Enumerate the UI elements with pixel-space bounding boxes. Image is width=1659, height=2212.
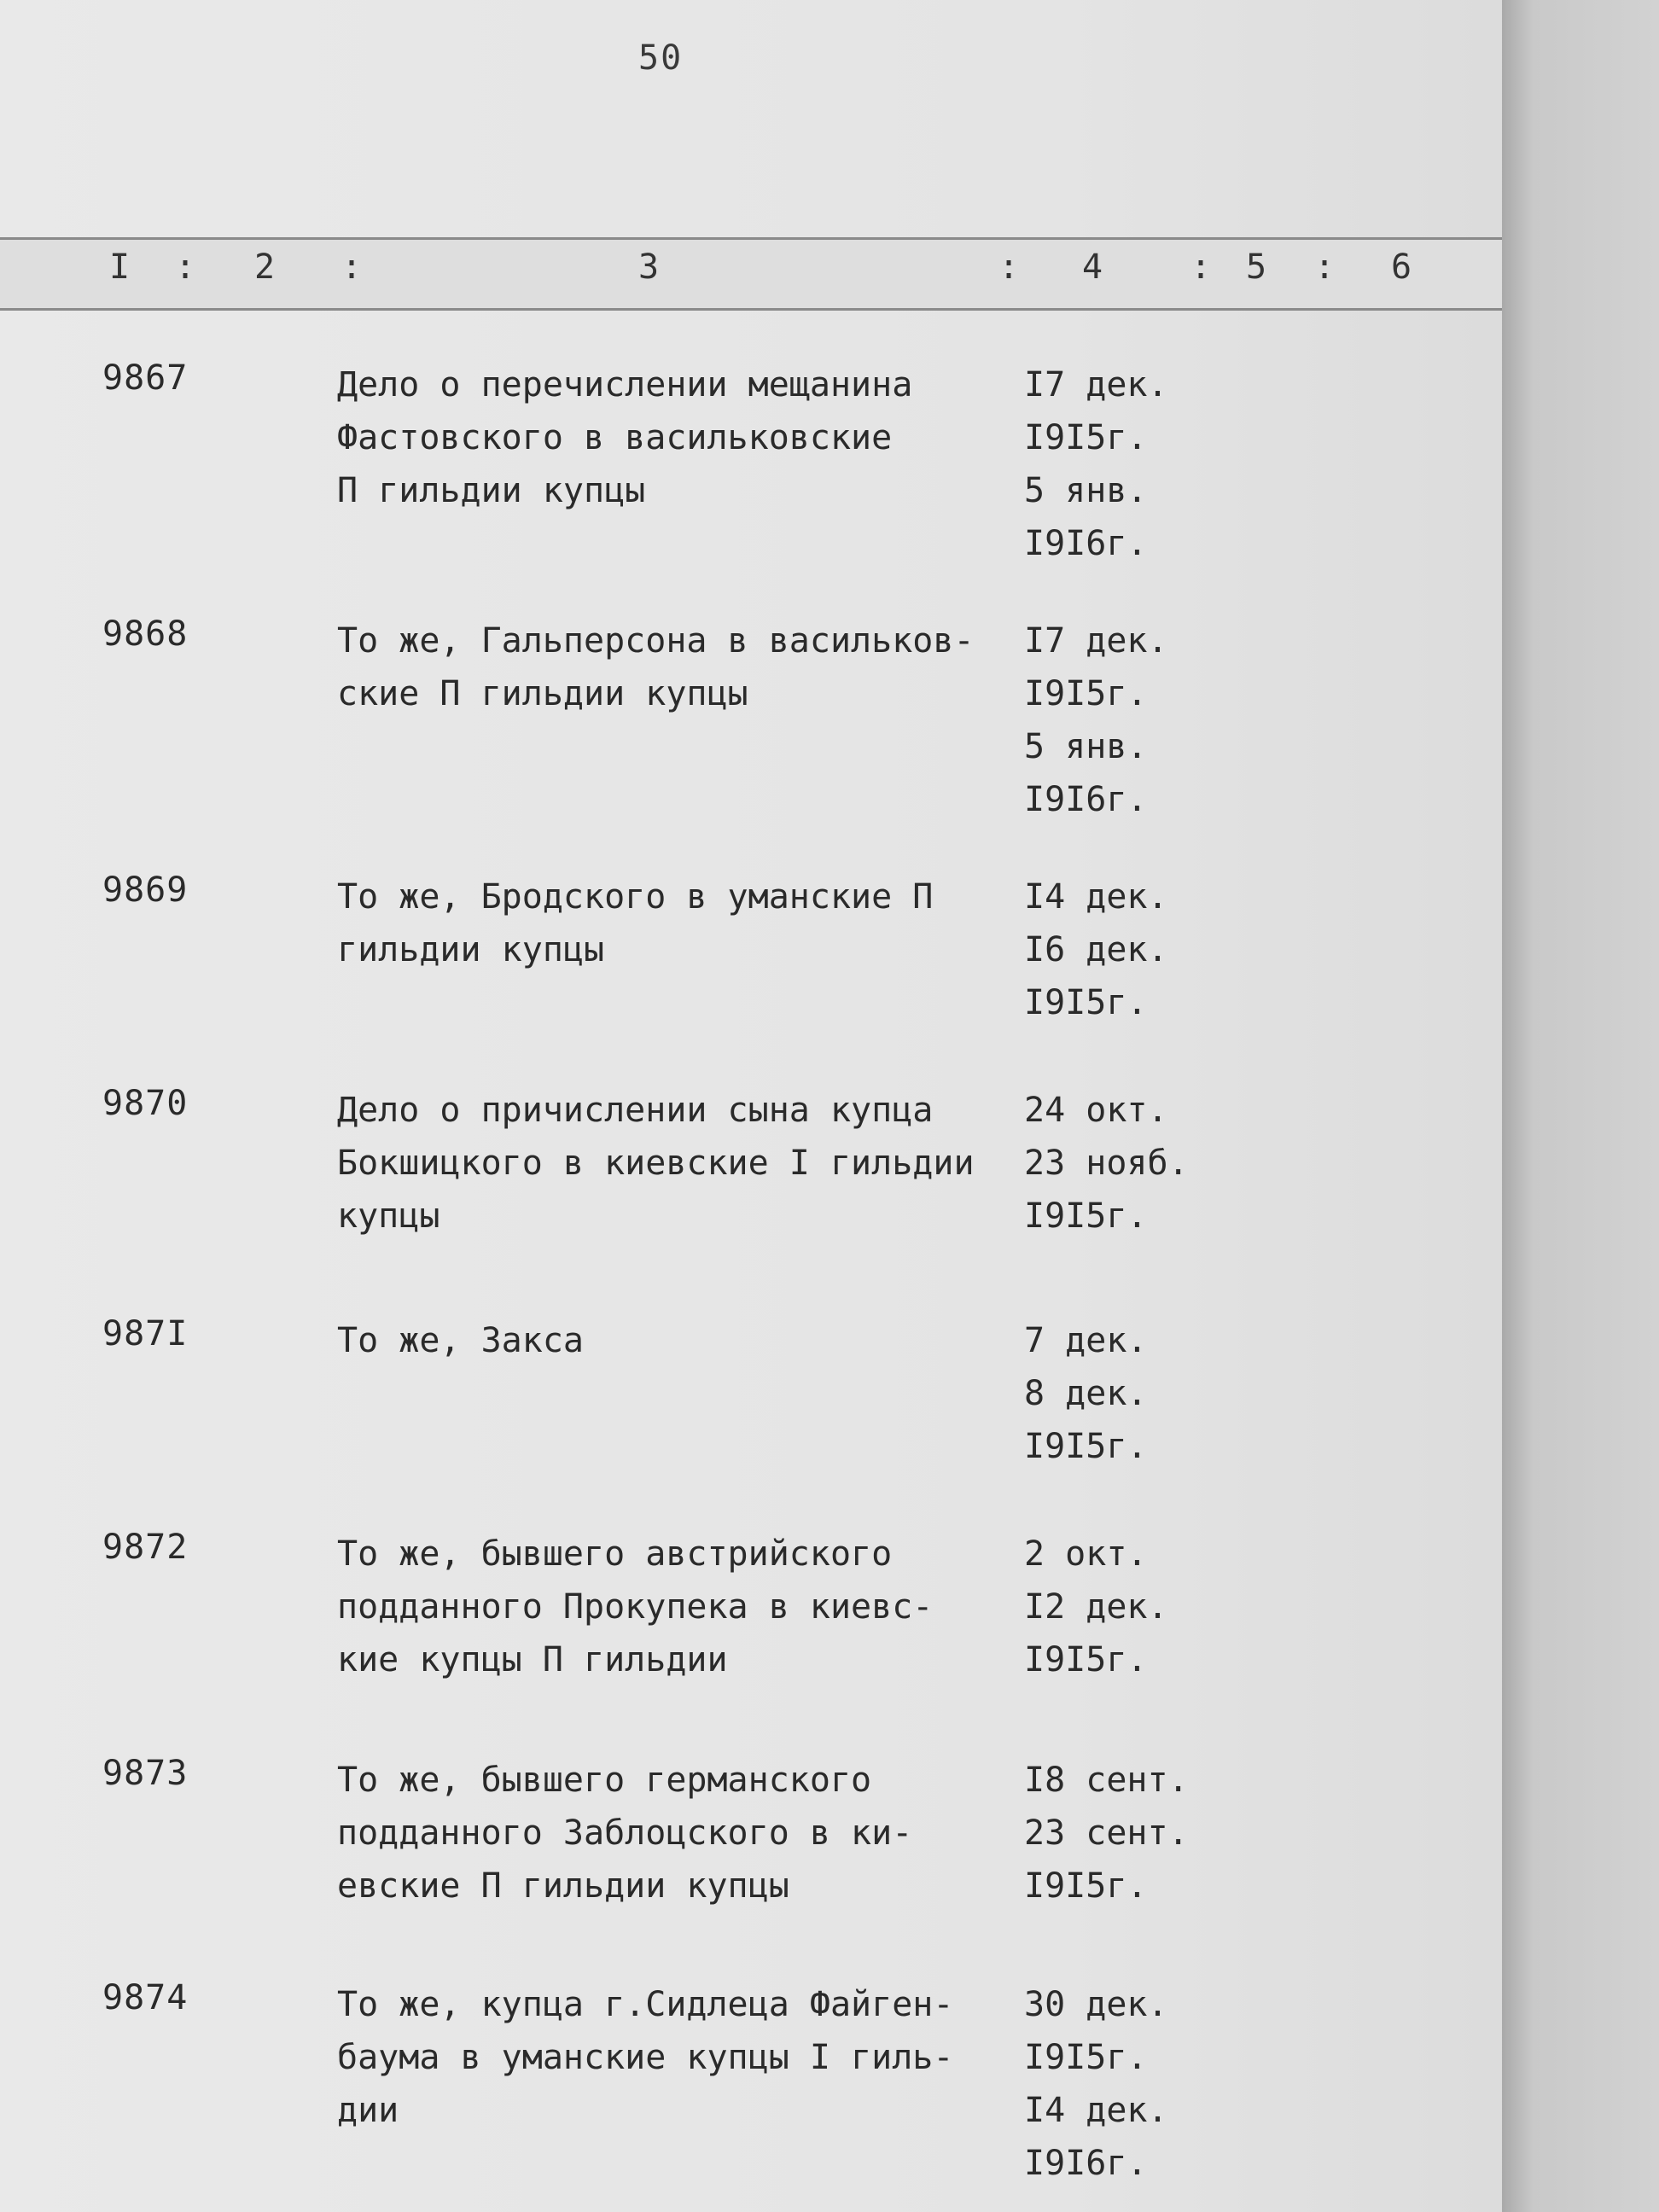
column-header-3: 3 [638,247,660,287]
case-description [337,358,1020,517]
date-line: I9I5г. [1024,1427,1148,1466]
description-line: Бокшицкого в киевские I гильдии [337,1144,975,1183]
description-line: Дело о причислении сына купца [337,1091,934,1130]
column-header-separator: : [998,247,1020,287]
case-description [337,1978,1020,2137]
case-description [337,1084,1020,1243]
page-number: 50 [638,38,684,78]
description-line: ские П гильдии купцы [337,674,748,713]
date-line: 8 дек. [1024,1374,1148,1413]
case-description [337,870,1020,976]
date-line: 23 сент. [1024,1813,1189,1853]
date-line: I9I5г. [1024,418,1148,457]
date-line: 24 окт. [1024,1091,1168,1130]
date-line: I4 дек. [1024,2091,1168,2130]
case-dates [1024,870,1168,1029]
page-edge-shadow [1502,0,1659,2212]
case-number: 9870 [102,1084,189,1123]
description-line: То же, бывшего германского [337,1761,872,1800]
case-number: 9867 [102,358,189,398]
date-line: I9I5г. [1024,983,1148,1022]
case-dates [1024,1528,1168,1686]
description-line: гильдии купцы [337,930,605,969]
date-line: I9I5г. [1024,2038,1148,2077]
date-line: I9I6г. [1024,524,1148,563]
column-header-separator: : [175,247,196,287]
description-line: дии [337,2091,399,2130]
description-line: П гильдии купцы [337,471,646,510]
description-line: Дело о перечислении мещанина [337,365,913,405]
date-line: 2 окт. [1024,1534,1148,1574]
column-header-4: 4 [1082,247,1103,287]
description-line: кие купцы П гильдии [337,1640,728,1679]
column-header-band [0,237,1502,311]
date-line: I9I5г. [1024,1196,1148,1236]
case-dates [1024,358,1168,570]
column-header-separator: : [1314,247,1336,287]
date-line: I9I5г. [1024,674,1148,713]
case-number: 987I [102,1314,189,1353]
case-dates [1024,1754,1189,1912]
case-description [337,614,1020,720]
description-line: купцы [337,1196,440,1236]
date-line: I2 дек. [1024,1587,1168,1627]
date-line: I9I6г. [1024,2144,1148,2183]
case-description [337,1754,1020,1912]
description-line: Фастовского в васильковские [337,418,893,457]
case-dates [1024,1314,1148,1473]
description-line: То же, Бродского в уманские П [337,877,934,917]
date-line: 23 нояб. [1024,1144,1189,1183]
date-line: I7 дек. [1024,365,1168,405]
case-number: 9868 [102,614,189,654]
case-description [337,1528,1020,1686]
date-line: I8 сент. [1024,1761,1189,1800]
date-line: I9I5г. [1024,1866,1148,1906]
case-dates [1024,614,1168,826]
case-dates [1024,1084,1189,1243]
case-description [337,1314,1020,1367]
description-line: То же, купца г.Сидлеца Файген- [337,1985,954,2024]
date-line: I6 дек. [1024,930,1168,969]
column-header-1: I [109,247,131,287]
case-dates [1024,1978,1168,2190]
description-line: баума в уманские купцы I гиль- [337,2038,954,2077]
date-line: 5 янв. [1024,727,1148,766]
column-header-separator: : [1190,247,1212,287]
description-line: евские П гильдии купцы [337,1866,789,1906]
date-line: I4 дек. [1024,877,1168,917]
description-line: То же, Закса [337,1321,584,1360]
case-number: 9874 [102,1978,189,2017]
column-header-separator: : [341,247,363,287]
description-line: подданного Прокупека в киевс- [337,1587,934,1627]
date-line: 5 янв. [1024,471,1148,510]
date-line: I7 дек. [1024,621,1168,661]
description-line: То же, Гальперсона в васильков- [337,621,975,661]
case-number: 9873 [102,1754,189,1793]
date-line: 30 дек. [1024,1985,1168,2024]
description-line: То же, бывшего австрийского [337,1534,893,1574]
case-number: 9872 [102,1528,189,1567]
case-number: 9869 [102,870,189,910]
column-header-2: 2 [254,247,276,287]
description-line: подданного Заблоцского в ки- [337,1813,913,1853]
date-line: I9I6г. [1024,780,1148,819]
date-line: 7 дек. [1024,1321,1148,1360]
column-header-5: 5 [1246,247,1267,287]
column-header-6: 6 [1391,247,1412,287]
date-line: I9I5г. [1024,1640,1148,1679]
